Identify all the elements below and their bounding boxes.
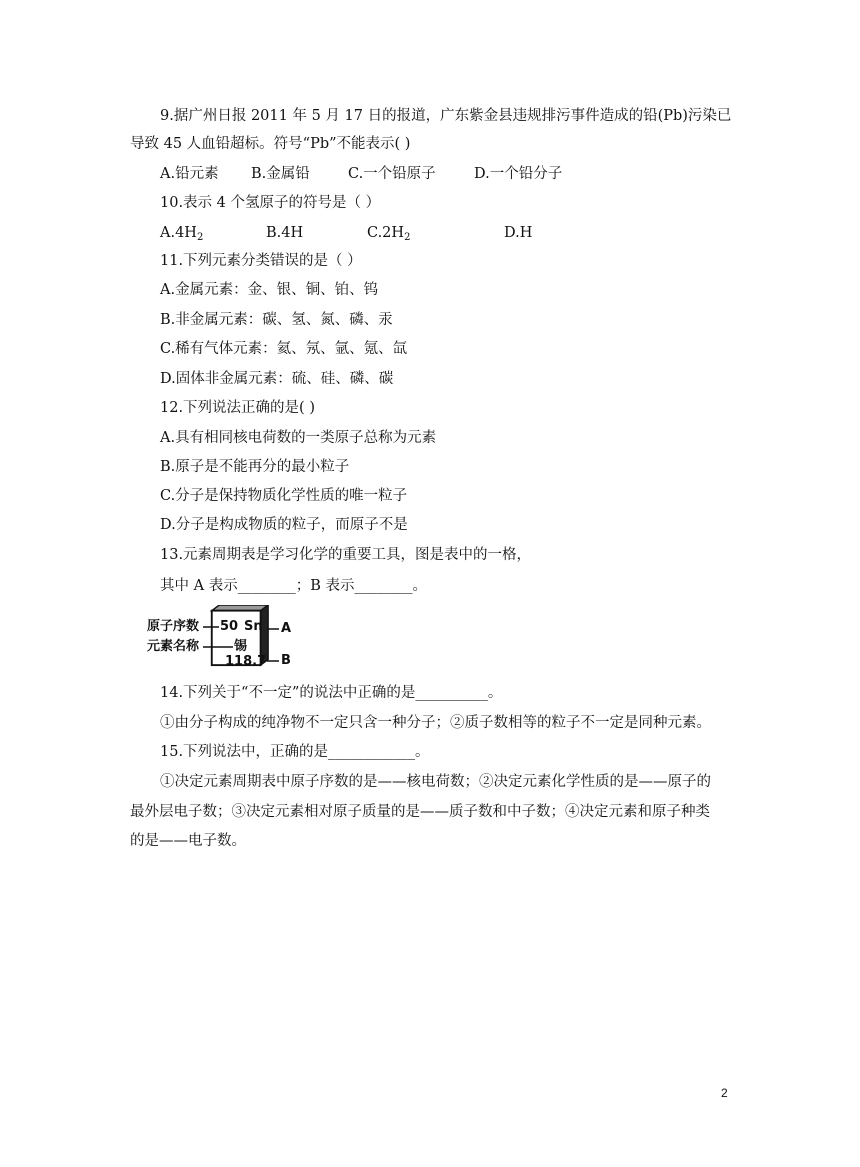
q9-option-a: A.铅元素: [160, 166, 219, 182]
q11-stem: 11.下列元素分类错误的是（ ）: [160, 253, 362, 269]
q10-option-b: B.4H: [266, 225, 304, 241]
atomic-number-value: 50: [220, 619, 239, 634]
label-element-name: 元素名称: [147, 639, 200, 654]
q9-option-b: B.金属铅: [251, 166, 310, 182]
q10-option-d: D.H: [504, 225, 533, 241]
q15-body-line1: ①决定元素周期表中原子序数的是——核电荷数；②决定元素化学性质的是——原子的: [160, 774, 711, 790]
q9-option-c: C.一个铅原子: [348, 166, 436, 182]
q15-body-line3: 的是——电子数。: [130, 833, 246, 849]
periodic-table-cell-figure: [145, 605, 310, 673]
element-symbol: Sn: [244, 619, 263, 634]
q13-stem-line2: 其中 A 表示________；B 表示________。: [160, 578, 427, 594]
q10-stem: 10.表示 4 个氢原子的符号是（ ）: [160, 195, 381, 211]
q10-option-c: [367, 223, 410, 248]
q10-option-a-subscript: 2: [196, 232, 204, 243]
q9-stem-line1: 9.据广州日报 2011 年 5 月 17 日的报道，广东紫金县违规排污事件造成的铅(Pb)污染已: [160, 108, 732, 124]
q12-option-b: B.原子是不能再分的最小粒子: [160, 459, 350, 475]
q14-stem: 14.下列关于“不一定”的说法中正确的是__________。: [160, 685, 503, 701]
pointer-b: B: [281, 653, 291, 668]
q10-option-c-text: C.2H: [367, 225, 405, 241]
q10-option-c-subscript: 2: [404, 232, 411, 243]
q15-body-line2: 最外层电子数；③决定元素相对原子质量的是——质子数和中子数；④决定元素和原子种类: [130, 804, 710, 820]
q9-option-d: D.一个铅分子: [474, 166, 563, 182]
q11-option-d: D.固体非金属元素：硫、硅、磷、碳: [160, 371, 394, 387]
q13-stem-line1: 13.元素周期表是学习化学的重要工具，图是表中的一格，: [160, 547, 532, 563]
q11-option-a: A.金属元素：金、银、铜、铂、钨: [160, 282, 379, 298]
label-atomic-number: 原子序数: [147, 619, 200, 634]
q12-option-c: C.分子是保持物质化学性质的唯一粒子: [160, 488, 408, 504]
q10-option-a-text: A.4H: [160, 225, 197, 241]
pointer-a: A: [281, 621, 292, 636]
q15-stem: 15.下列说法中，正确的是____________。: [160, 744, 430, 760]
q12-stem: 12.下列说法正确的是( ): [160, 400, 315, 416]
page-number: 2: [721, 1086, 728, 1100]
q11-option-c: C.稀有气体元素：氦、氖、氩、氪、氙: [160, 341, 408, 357]
atomic-mass-value: 118.7: [225, 654, 267, 669]
element-name-value: 锡: [234, 639, 248, 654]
q10-option-a: [160, 223, 203, 248]
q11-option-b: B.非金属元素：碳、氢、氮、磷、汞: [160, 312, 393, 328]
q12-option-d: D.分子是构成物质的粒子，而原子不是: [160, 517, 408, 533]
q12-option-a: A.具有相同核电荷数的一类原子总称为元素: [160, 430, 437, 446]
q14-body: ①由分子构成的纯净物不一定只含一种分子；②质子数相等的粒子不一定是同种元素。: [160, 715, 711, 731]
q9-stem-line2: 导致 45 人血铅超标。符号“Pb”不能表示( ): [130, 136, 411, 152]
